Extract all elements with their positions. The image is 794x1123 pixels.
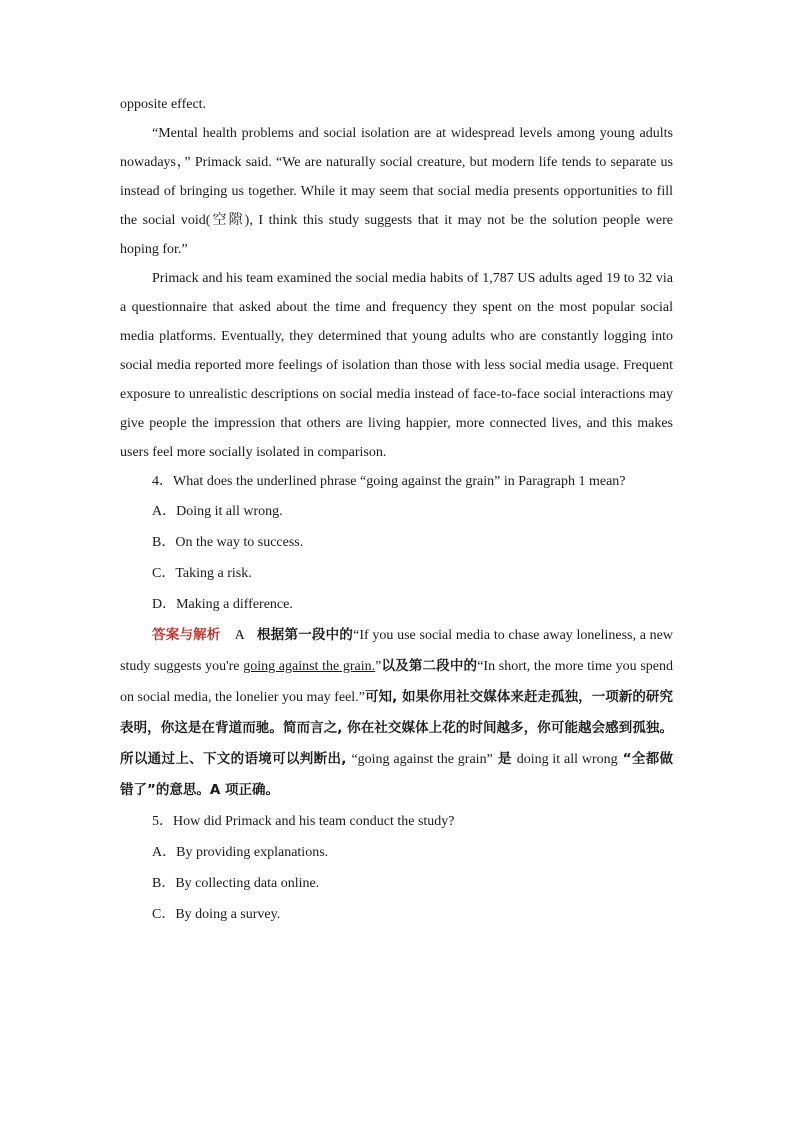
answer-text-cn: 可知, 如果你用社交媒体来赶走孤独，一项新的研究表明，你这是在背道而驰。简而言之, 你在社交媒体上花的时间越多，你可能越会感到孤独。所以通过上、下文的语境可以判断出, (120, 689, 673, 767)
answer-text-cn: 以及第二段中的 (381, 658, 478, 674)
answer-letter: A (234, 628, 245, 643)
question-4-stem: 4．What does the underlined phrase “going against the grain” in Paragraph 1 mean? (152, 474, 626, 489)
answer-text-cn: 是 (492, 751, 517, 767)
answer-quote-1: “If you use social media to chase away loneliness, a new study suggests you're (120, 628, 674, 674)
answer-label: 答案与解析 (152, 627, 221, 643)
answer-text-cn: 根据第一段中的 (256, 627, 354, 643)
passage-fragment: opposite effect. (120, 97, 207, 112)
answer-quote-phrase: “going against the grain” (351, 752, 493, 767)
answer-conclusion: “全都做错了”的意思。A 项正确。 (120, 751, 674, 798)
answer-explanation-4 (120, 620, 673, 806)
question-4-option-c: C．Taking a risk. (152, 566, 252, 581)
passage-paragraph-study: Primack and his team examined the social media habits of 1,787 US adults aged 19 to 32 via a questionnaire that asked about the time and frequency they spent on the most popular social media platforms. Eventually, they determined that young adults who are constantly logging into social media reported more feelings of isolation than those with less social media usage. Frequent exposure to unrealistic descriptions on social media instead of face-to-face social interactions may give people the impression that others are living happier, more connected lives, and this makes users feel more socially isolated in comparison. (120, 271, 673, 460)
question-5-option-a: A．By providing explanations. (152, 845, 329, 860)
answer-quote-2: “In short, the more time you spend on social media, the lonelier you may feel.” (120, 659, 674, 705)
passage-paragraph-quote: “Mental health problems and social isolation are at widespread levels among young adults nowadays，” Primack said. “We are naturally social creature, but modern life tends to separate us instead of bringing us together. While it may seem that social media presents opportunities to fill the social void(空隙), I think this study suggests that it may not be the solution people were hoping for.” (120, 126, 673, 257)
question-4-option-b: B．On the way to success. (152, 535, 304, 550)
answer-underlined-phrase: going against the grain. (243, 659, 376, 674)
question-5-option-b: B．By collecting data online. (152, 876, 320, 891)
question-4-options (120, 496, 673, 620)
question-5-stem: 5．How did Primack and his team conduct the study? (152, 814, 455, 829)
document-page (120, 90, 673, 930)
answer-quote-close: ” (375, 659, 382, 674)
question-4-option-d: D．Making a difference. (152, 597, 293, 612)
answer-meaning: doing it all wrong (516, 752, 618, 767)
question-5-options (120, 837, 673, 930)
question-4-option-a: A．Doing it all wrong. (152, 504, 283, 519)
question-5-option-c: C．By doing a survey. (152, 907, 281, 922)
